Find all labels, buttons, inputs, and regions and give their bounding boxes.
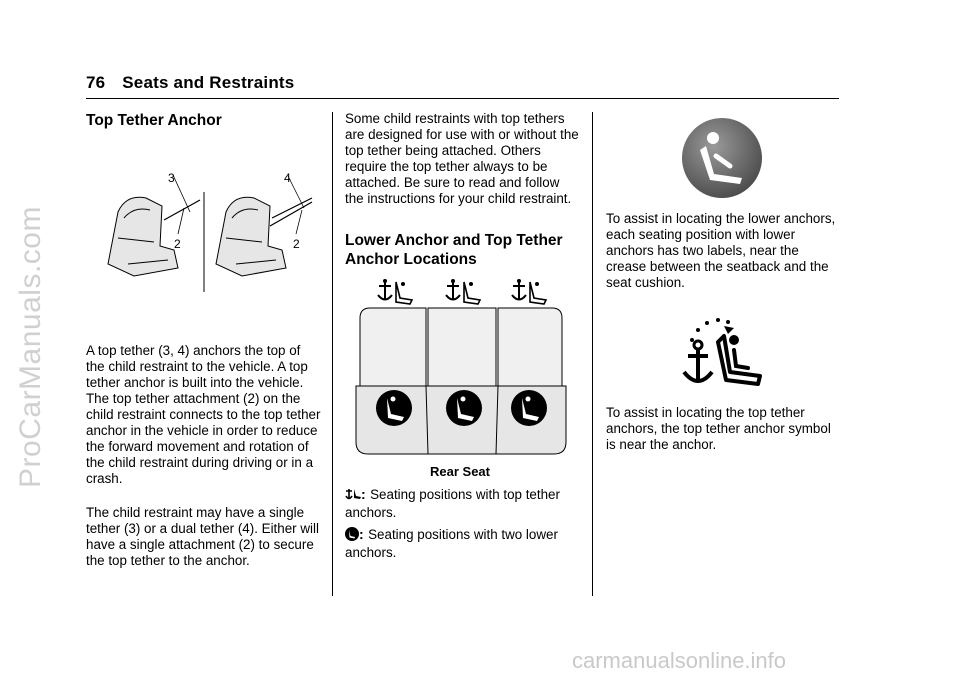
dual-tether-strap-a: [272, 198, 312, 218]
lower-anchor-paragraph: To assist in locating the lower anchors, each seating position with lower anchors has two labels, near the crease between the seatback and the seat cushion.: [606, 211, 836, 290]
top-tether-paragraph-2: The child restraint may have a single tether (3) or a dual tether (4). Either will have a single attachment (2) to secure the top tether to the anchor.: [86, 505, 319, 568]
legend-2-text: Seating positions with two lower anchors.: [345, 527, 558, 560]
figure-label-2a: 2: [174, 237, 181, 251]
rear-seat-backs: [360, 308, 562, 386]
lower-anchor-icon: [511, 390, 547, 426]
rear-seat-illustration: [354, 278, 568, 458]
top-tether-anchor-icon: [345, 487, 361, 501]
figure-label-3: 3: [168, 171, 175, 185]
child-seat-illustration: [104, 168, 324, 292]
page-header: [86, 73, 294, 93]
anchor-locations-heading: Lower Anchor and Top Tether Anchor Locations: [345, 232, 563, 268]
page-number: 76: [86, 73, 106, 92]
child-seat-left: [108, 197, 178, 276]
lower-anchor-icon: [345, 527, 359, 541]
lower-anchor-label-icon: [680, 116, 764, 200]
legend-top-tether: [345, 486, 581, 522]
figure-caption: Rear Seat: [430, 464, 490, 479]
figure-label-2b: 2: [293, 237, 300, 251]
top-tether-paragraph-1: A top tether (3, 4) anchors the top of the child restraint to the vehicle. A top tether anchor is built into the vehicle. The top tether attachment (2) on the child restraint connects to the top tether anchor in the vehicle in order to reduce the forward movement and rotation of the child restraint during driving or in a crash.: [86, 343, 321, 486]
dual-tether-strap-b: [270, 202, 312, 226]
header-rule: [86, 98, 839, 99]
column-divider-1: [332, 112, 333, 596]
child-seat-right: [216, 197, 286, 276]
top-tether-anchor-icon: [512, 279, 546, 304]
top-tether-heading: Top Tether Anchor: [86, 112, 222, 129]
top-tether-symbol-paragraph: To assist in locating the top tether anchors, the top tether anchor symbol is near the anchor.: [606, 405, 831, 452]
lower-anchor-icon: [376, 390, 412, 426]
bottom-watermark: carmanualsonline.info: [572, 648, 787, 673]
lower-anchor-icon: [446, 390, 482, 426]
section-title: Seats and Restraints: [122, 73, 295, 92]
top-tether-symbol-icon: [678, 316, 768, 388]
column-divider-2: [592, 112, 593, 596]
legend-lower-anchor: [345, 526, 581, 562]
figure-label-4: 4: [284, 171, 291, 185]
restraint-instructions-paragraph: Some child restraints with top tethers are designed for use with or without the top tether being attached. Others require the top tether always to be attached. Be sure to read and follow the instructions for your child restraint.: [345, 111, 579, 206]
legend-1-separator: :: [361, 486, 366, 502]
side-watermark: ProCarManuals.com: [13, 206, 47, 488]
callout-line-3: [173, 175, 190, 212]
legend-1-text: Seating positions with top tether anchors.: [345, 487, 560, 520]
top-tether-anchor-icon: [378, 279, 412, 304]
top-tether-anchor-icon: [446, 279, 480, 304]
legend-2-separator: :: [359, 526, 364, 542]
callout-line-2b: [296, 210, 302, 234]
